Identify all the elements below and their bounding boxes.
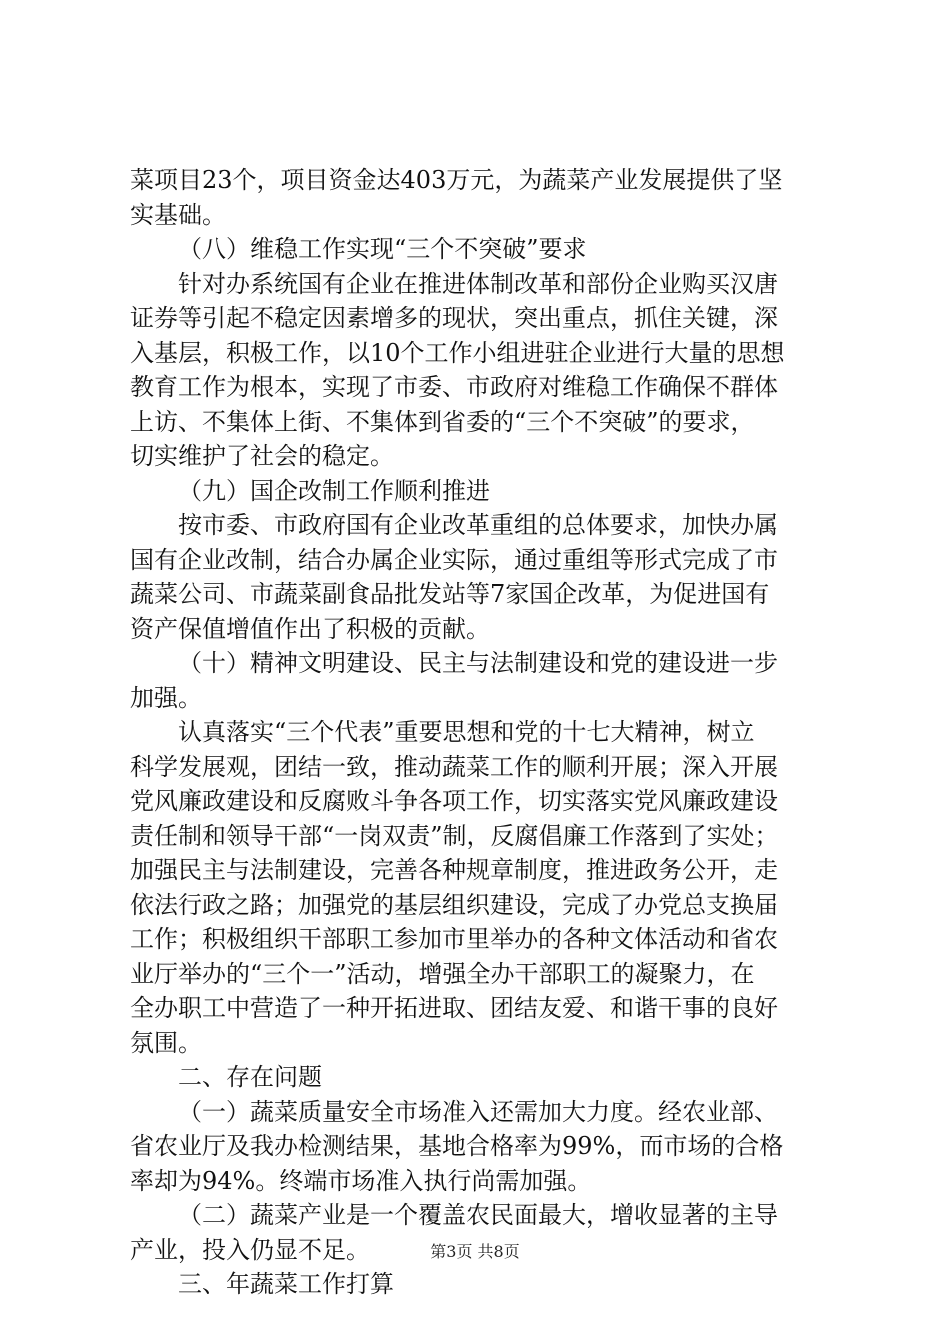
text-line: 加强民主与法制建设，完善各种规章制度，推进政务公开，走 [130,856,778,884]
text-line: 省农业厅及我办检测结果，基地合格率为99%，而市场的合格 [130,1132,784,1160]
text-line: 切实维护了社会的稳定。 [130,442,394,470]
text-line: （九）国企改制工作顺利推进 [178,476,490,505]
text-line: 二、存在问题 [178,1063,322,1091]
text-line: 依法行政之路；加强党的基层组织建设，完成了办党总支换届 [130,890,778,919]
text-line: 工作；积极组织干部职工参加市里举办的各种文体活动和省农 [130,925,778,953]
text-line: 加强。 [130,683,202,712]
text-line: 认真落实“三个代表”重要思想和党的十七大精神，树立 [178,718,755,746]
text-line: 全办职工中营造了一种开拓进取、团结友爱、和谐干事的良好 [130,994,778,1022]
text-line: （十）精神文明建设、民主与法制建设和党的建设进一步 [178,649,778,677]
text-line: 率却为94%。终端市场准入执行尚需加强。 [130,1166,592,1195]
text-line: 上访、不集体上街、不集体到省委的“三个不突破”的要求， [130,407,755,436]
text-line: 国有企业改制，结合办属企业实际，通过重组等形式完成了市 [130,545,778,574]
text-line: 实基础。 [130,200,226,229]
text-line: 产业，投入仍显不足。 [130,1235,370,1264]
text-line: 党风廉政建设和反腐败斗争各项工作，切实落实党风廉政建设 [130,787,778,815]
text-line: （二）蔬菜产业是一个覆盖农民面最大，增收显著的主导 [178,1201,778,1229]
text-line: 按市委、市政府国有企业改革重组的总体要求，加快办属 [178,511,778,539]
text-line: 蔬菜公司、市蔬菜副食品批发站等7家国企改革，为促进国有 [130,580,770,608]
text-line: 针对办系统国有企业在推进体制改革和部份企业购买汉唐 [178,269,778,298]
text-line: （八）维稳工作实现“三个不突破”要求 [178,235,587,263]
text-line: 菜项目23个，项目资金达403万元，为蔬菜产业发展提供了坚 [130,166,783,194]
page-footer: 第3页 共8页 [430,1242,520,1261]
text-line: 业厅举办的“三个一”活动，增强全办干部职工的凝聚力，在 [130,959,755,988]
document-body [130,163,830,1302]
text-line: 证券等引起不稳定因素增多的现状，突出重点，抓住关键，深 [130,304,778,332]
text-line: 资产保值增值作出了积极的贡献。 [130,614,490,643]
text-line: 科学发展观，团结一致，推动蔬菜工作的顺利开展；深入开展 [130,752,778,781]
text-line: （一）蔬菜质量安全市场准入还需加大力度。经农业部、 [178,1097,778,1126]
text-line: 教育工作为根本，实现了市委、市政府对维稳工作确保不群体 [130,373,778,401]
text-line: 氛围。 [130,1028,202,1057]
text-line: 三、年蔬菜工作打算 [178,1270,394,1298]
text-line: 入基层，积极工作，以10个工作小组进驻企业进行大量的思想 [130,338,785,367]
text-line: 责任制和领导干部“一岗双责”制，反腐倡廉工作落到了实处； [130,821,779,850]
